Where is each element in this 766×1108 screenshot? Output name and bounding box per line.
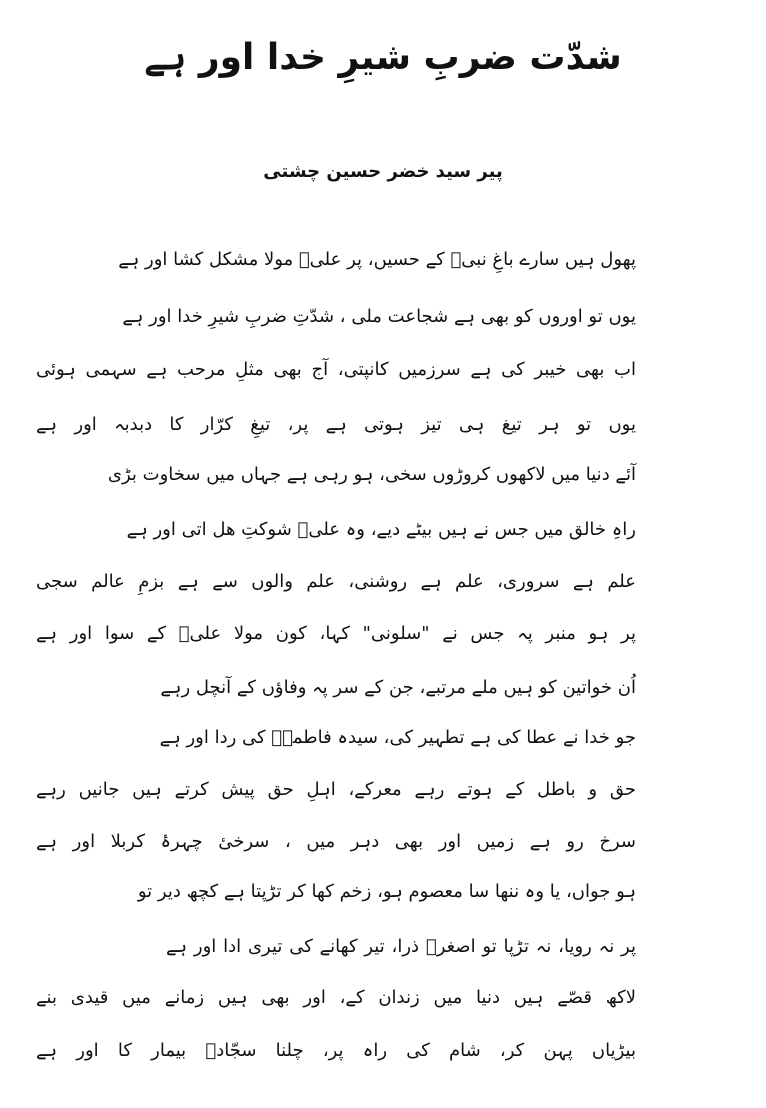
verse-line-first: اُن خواتین کو ہیں ملے مرتبے، جن کے سر پہ وفاؤں کے آنچل رہے: [160, 677, 636, 698]
verse-line-second: پر نہ رویا، نہ تڑپا تو اصغرؑ ذرا، تیر کھانے کی تیری ادا اور ہے: [166, 936, 636, 957]
verse-line-first: پھول ہیں سارے باغِ نبیؐ کے حسیں، پر علیؑ مولا مشکل کشا اور ہے: [118, 249, 636, 270]
verse-line-second: راہِ خالق میں جس نے ہیں بیٹے دیے، وہ علیؑ شوکتِ ھل اتی اور ہے: [126, 519, 636, 540]
poet-name: پیر سید خضر حسین چشتی: [263, 161, 503, 182]
verse-line-first: آئے دنیا میں لاکھوں کروڑوں سخی، ہو رہی ہے جہاں میں سخاوت بڑی: [107, 464, 636, 485]
verse-line-second: بیڑیاں پہن کر، شام کی راہ پر، چلنا سجّادؑ بیمار کا اور ہے: [36, 1040, 636, 1061]
verse-line-second: یوں تو اوروں کو بھی ہے شجاعت ملی ، شدّتِ ضربِ شیرِ خدا اور ہے: [122, 306, 636, 327]
poem-title: شدّت ضربِ شیرِ خدا اور ہے: [144, 37, 622, 78]
verse-line-first: لاکھ قصّے ہیں دنیا میں زندان کے، اور بھی ہیں زمانے میں قیدی بنے: [36, 987, 636, 1008]
verse-line-first: ہو جواں، یا وہ ننھا سا معصوم ہو، زخم کھا کر تڑپتا ہے کچھ دیر تو: [137, 881, 636, 902]
verse-line-first: علم ہے سروری، علم ہے روشنی، علم والوں سے ہے بزمِ عالم سجی: [36, 571, 636, 592]
verse-line-first: اب بھی خیبر کی ہے سرزمیں کانپتی، آج بھی مثلِ مرحب ہے سہمی ہوئی: [36, 359, 636, 380]
verse-line-second: جو خدا نے عطا کی ہے تطہیر کی، سیدہ فاطمہؑ کی ردا اور ہے: [159, 727, 636, 748]
verse-line-first: حق و باطل کے ہوتے رہے معرکے، اہلِ حق پیش کرتے ہیں جانیں رہے: [36, 779, 636, 800]
verse-line-second: پر ہو منبر پہ جس نے "سلونی" کہا، کون مولا علیؑ کے سوا اور ہے: [36, 623, 636, 644]
verse-line-second: یوں تو ہر تیغ ہی تیز ہوتی ہے پر، تیغِ کرّار کا دبدبہ اور ہے: [36, 414, 636, 435]
verse-line-second: سرخ رو ہے زمیں اور بھی دہر میں ، سرخیٔ چہرۂ کربلا اور ہے: [36, 831, 636, 852]
